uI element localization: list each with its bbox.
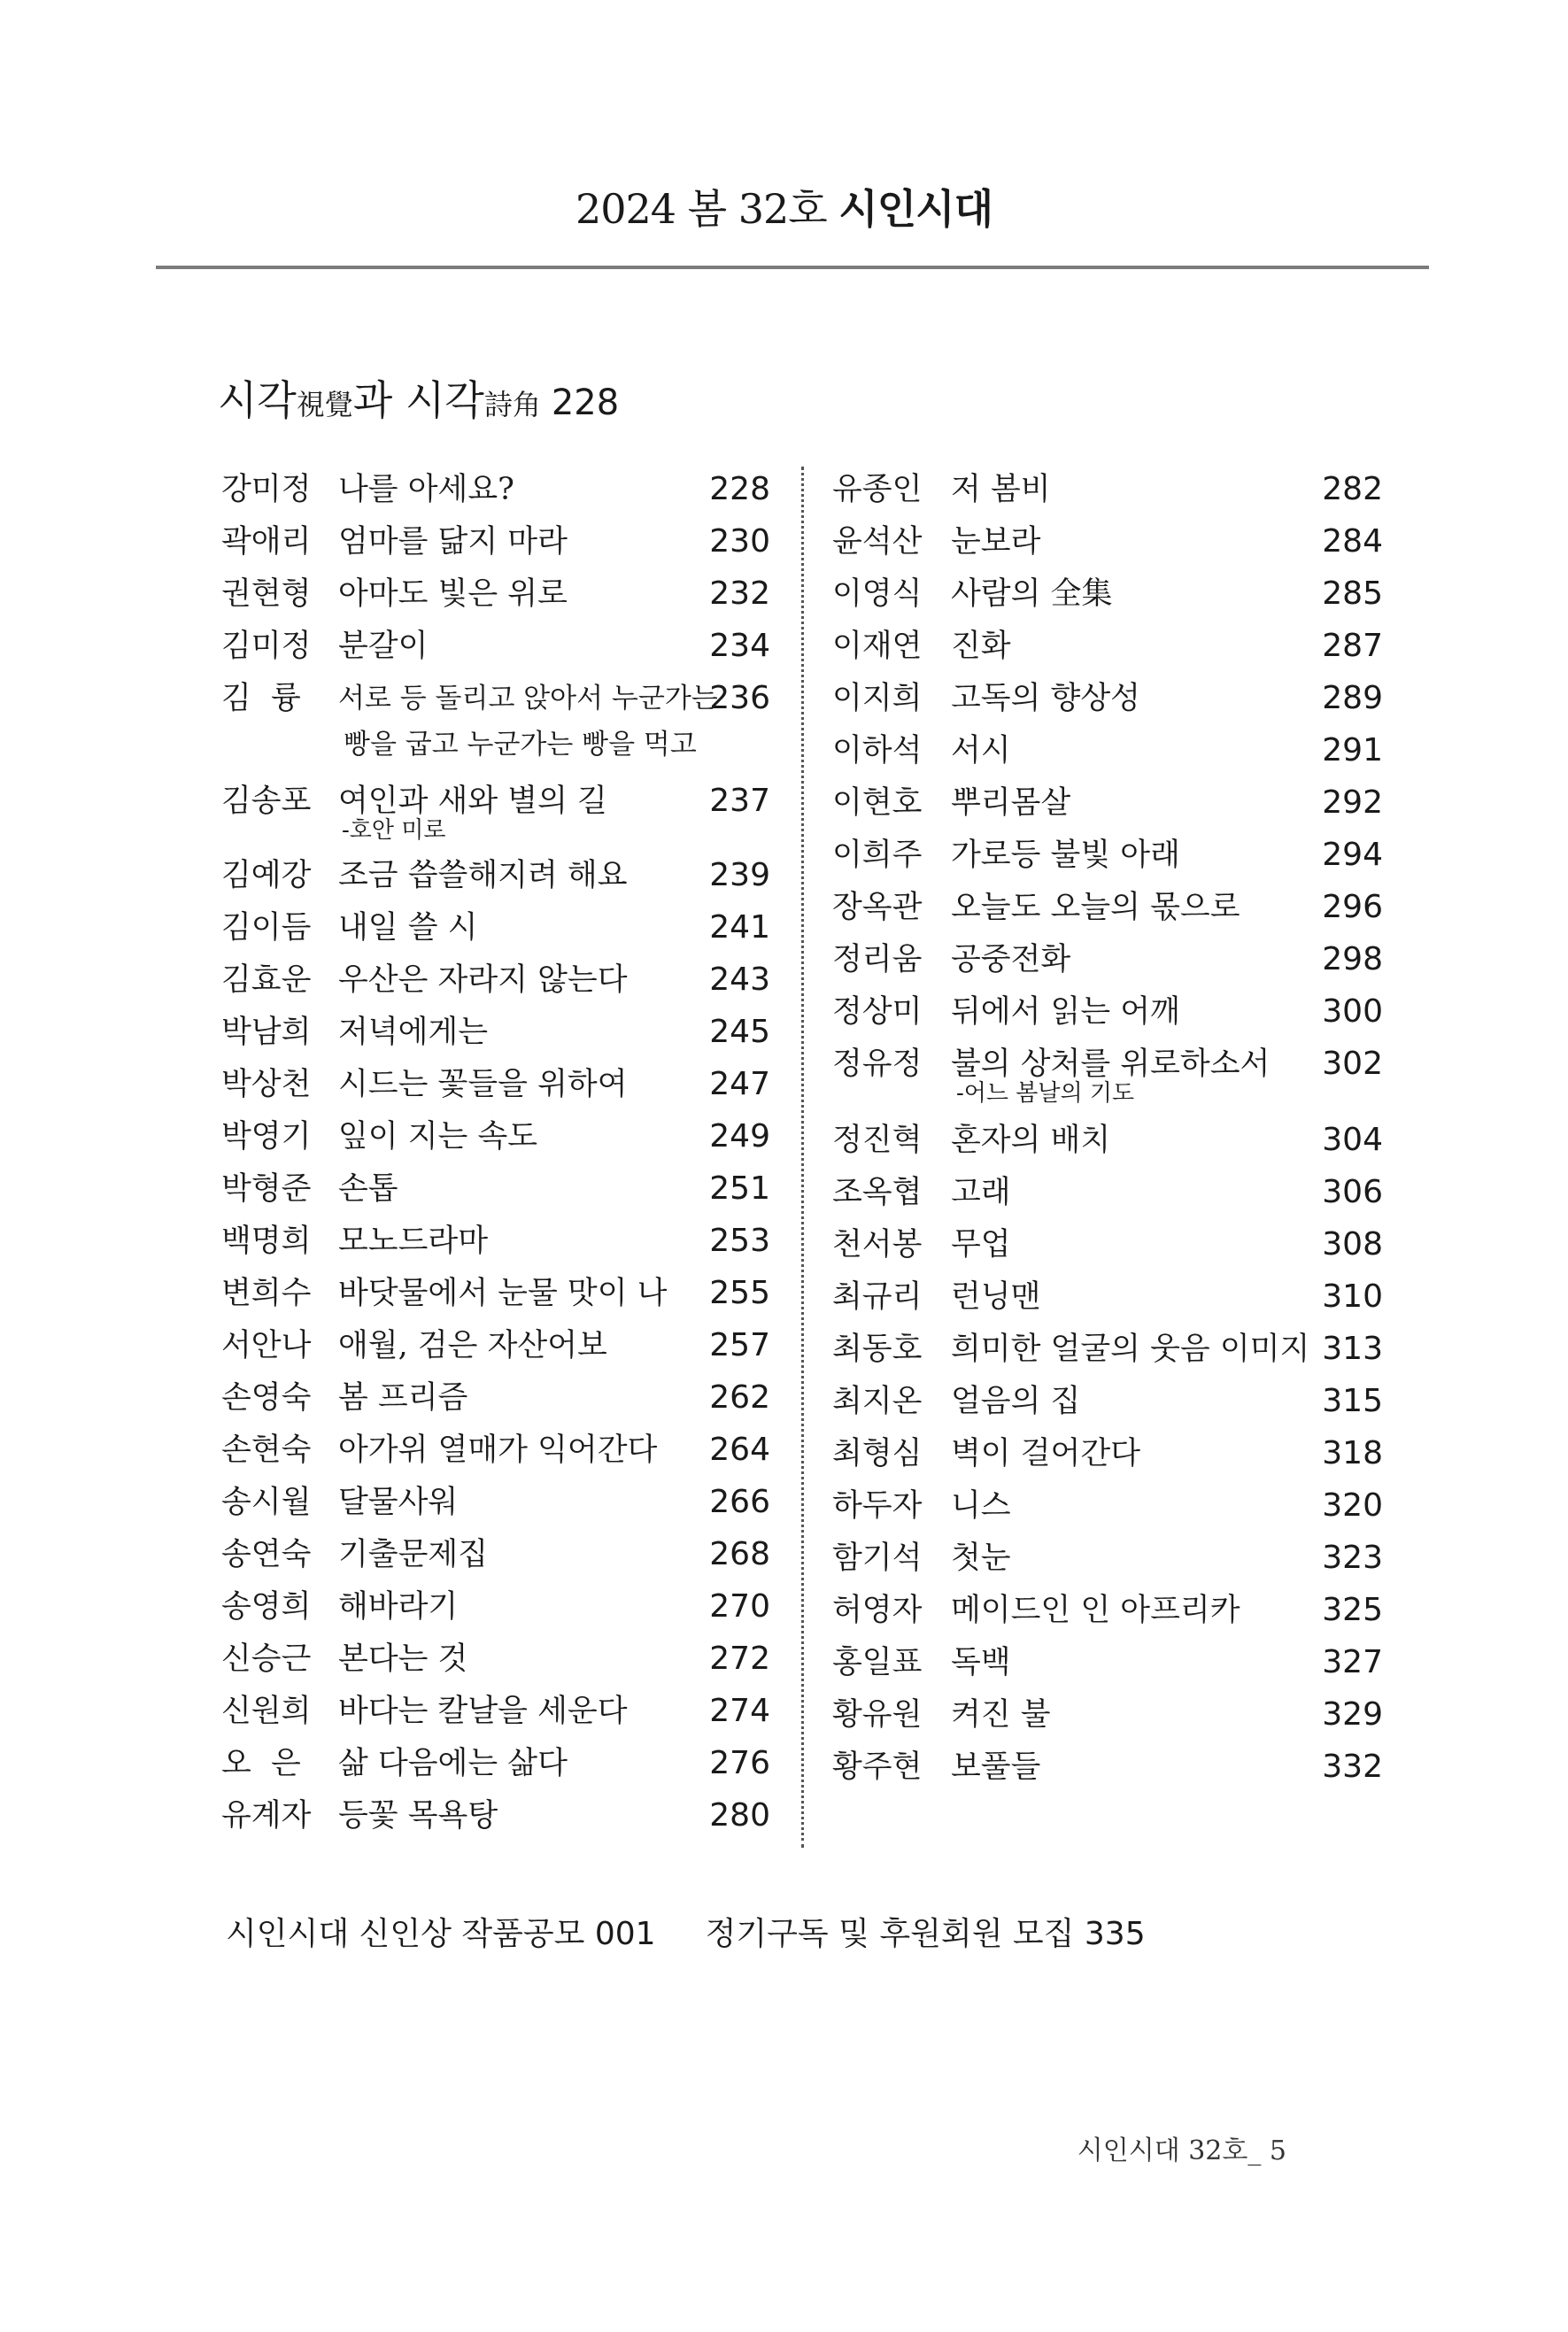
toc-entry[interactable]: 김 륭 서로 등 돌리고 앉아서 누군가는 빵을 굽고 누군가는 빵을 먹고 236: [221, 674, 770, 776]
magazine-name: 시인시대: [838, 185, 993, 233]
toc-entry[interactable]: 김예강 조금 씁쓸해지려 해요 239: [221, 857, 770, 893]
toc-entry[interactable]: 최지온 얼음의 집 315: [832, 1383, 1383, 1419]
toc-entry[interactable]: 백명희 모노드라마 253: [221, 1223, 770, 1259]
toc-entry[interactable]: 황주현 보풀들 332: [832, 1749, 1383, 1785]
section-page: 228: [551, 382, 620, 423]
toc-entry[interactable]: 이현호 뿌리몸살 292: [832, 784, 1383, 821]
toc-entry[interactable]: 김송포 여인과 새와 별의 길 -호안 미로 237: [221, 783, 770, 844]
toc-entry[interactable]: 유계자 등꽃 목욕탕 280: [221, 1797, 770, 1834]
toc-entry[interactable]: 함기석 첫눈 323: [832, 1540, 1383, 1576]
entry-subtitle: -호안 미로: [342, 817, 446, 844]
toc-entry[interactable]: 김이듬 내일 쓸 시 241: [221, 909, 770, 946]
toc-entry[interactable]: 최동호 희미한 얼굴의 웃음 이미지 313: [832, 1331, 1383, 1367]
toc-entry[interactable]: 장옥관 오늘도 오늘의 몫으로 296: [832, 889, 1383, 925]
toc-entry[interactable]: 윤석산 눈보라 284: [832, 523, 1383, 560]
title-continuation: 빵을 굽고 누군가는 빵을 먹고: [344, 729, 697, 761]
section-title: 시각視覺과 시각詩角 228: [218, 376, 620, 424]
toc-entry[interactable]: 유종인 저 봄비 282: [832, 471, 1383, 507]
toc-entry[interactable]: 정상미 뒤에서 읽는 어깨 300: [832, 993, 1383, 1030]
toc-entry[interactable]: 박영기 잎이 지는 속도 249: [221, 1118, 770, 1154]
toc-left-column: [221, 465, 770, 1843]
newcomer-award-notice[interactable]: 시인시대 신인상 작품공모 001: [226, 1916, 656, 1952]
toc-entry[interactable]: 이지희 고독의 향상성 289: [832, 680, 1383, 716]
toc-entry[interactable]: 정유정 불의 상처를 위로하소서 -어느 봄날의 기도 302: [832, 1046, 1383, 1107]
header-rule: [156, 266, 1429, 269]
toc-entry[interactable]: 허영자 메이드인 인 아프리카 325: [832, 1592, 1383, 1628]
toc-entry[interactable]: 송영희 해바라기 270: [221, 1588, 770, 1625]
toc-entry[interactable]: 강미정 나를 아세요? 228: [221, 471, 770, 507]
running-header: [0, 177, 1568, 236]
toc-entry[interactable]: 송연숙 기출문제집 268: [221, 1536, 770, 1572]
toc-entry[interactable]: 박상천 시드는 꽃들을 위하여 247: [221, 1066, 770, 1102]
toc-entry[interactable]: 이하석 서시 291: [832, 732, 1383, 768]
issue-label: 2024 봄 32호: [575, 185, 827, 233]
toc-entry[interactable]: 조옥협 고래 306: [832, 1174, 1383, 1210]
toc-entry[interactable]: 서안나 애월, 검은 자산어보 257: [221, 1327, 770, 1363]
toc-right-column: [832, 465, 1383, 1795]
toc-entry[interactable]: 홍일표 독백 327: [832, 1644, 1383, 1680]
toc-entry[interactable]: 하두자 니스 320: [832, 1487, 1383, 1524]
toc-entry[interactable]: 김효운 우산은 자라지 않는다 243: [221, 961, 770, 998]
entry-subtitle: -어느 봄날의 기도: [956, 1080, 1135, 1107]
toc-entry[interactable]: 정리움 공중전화 298: [832, 941, 1383, 977]
toc-entry[interactable]: 박형준 손톱 251: [221, 1170, 770, 1207]
toc-entry[interactable]: 손현숙 아가위 열매가 익어간다 264: [221, 1432, 770, 1468]
toc-entry[interactable]: 최규리 런닝맨 310: [832, 1278, 1383, 1315]
toc-entry[interactable]: 곽애리 엄마를 닮지 마라 230: [221, 523, 770, 560]
toc-entry[interactable]: 김미정 분갈이 234: [221, 628, 770, 664]
toc-entry[interactable]: 손영숙 봄 프리즘 262: [221, 1379, 770, 1416]
toc-entry[interactable]: 신원희 바다는 칼날을 세운다 274: [221, 1693, 770, 1729]
toc-entry[interactable]: 권현형 아마도 빛은 위로 232: [221, 575, 770, 612]
toc-entry[interactable]: 변희수 바닷물에서 눈물 맛이 나 255: [221, 1275, 770, 1311]
toc-entry[interactable]: 송시월 달물사워 266: [221, 1484, 770, 1520]
toc-entry[interactable]: 천서봉 무업 308: [832, 1226, 1383, 1263]
toc-entry[interactable]: 정진혁 혼자의 배치 304: [832, 1122, 1383, 1158]
subscription-notice[interactable]: 정기구독 및 후원회원 모집 335: [705, 1916, 1146, 1952]
footer-notices: [226, 1909, 1146, 1954]
toc-entry[interactable]: 이영식 사람의 全集 285: [832, 575, 1383, 612]
toc-entry[interactable]: 이재연 진화 287: [832, 628, 1383, 664]
toc-entry[interactable]: 최형심 벽이 걸어간다 318: [832, 1435, 1383, 1471]
toc-entry[interactable]: 오 은 삶 다음에는 삶다 276: [221, 1745, 770, 1781]
toc-entry[interactable]: 이희주 가로등 불빛 아래 294: [832, 837, 1383, 873]
column-divider: [801, 467, 804, 1848]
toc-entry[interactable]: 박남희 저녁에게는 245: [221, 1014, 770, 1050]
page-folio: 시인시대 32호_ 5: [1077, 2135, 1286, 2166]
toc-entry[interactable]: 신승근 본다는 것 272: [221, 1641, 770, 1677]
toc-entry[interactable]: 황유원 켜진 불 329: [832, 1696, 1383, 1733]
